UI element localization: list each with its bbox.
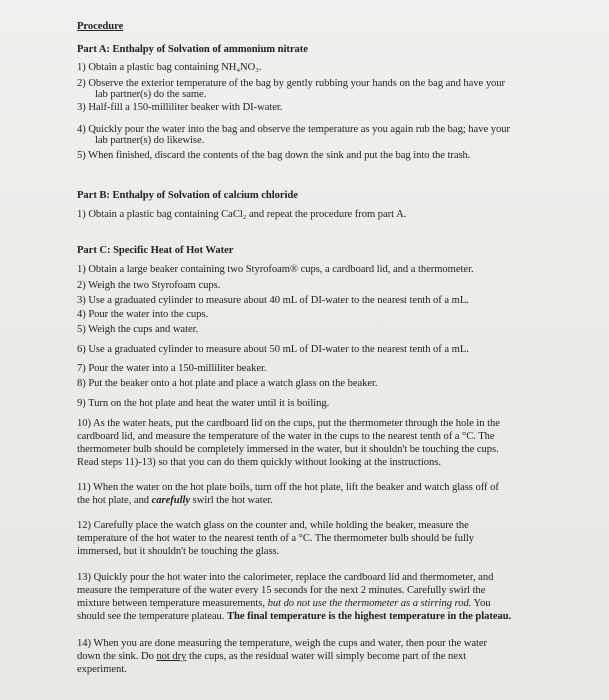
part-c-step-8: 8) Put the beaker onto a hot plate and place a watch glass on the beaker. xyxy=(77,378,378,389)
part-c-step-4: 4) Pour the water into the cups. xyxy=(77,309,209,320)
part-c-step-12: 12) Carefully place the watch glass on the counter and, while holding the beaker, measure the xyxy=(77,520,469,531)
part-a-title: Part A: Enthalpy of Solvation of ammonium nitrate xyxy=(77,44,308,55)
part-c-step-13-cont-3 xyxy=(77,611,511,623)
part-c-step-11: 11) When the water on the hot plate boils, turn off the hot plate, lift the beaker and watch glass off of xyxy=(77,482,499,493)
part-b-title: Part B: Enthalpy of Solvation of calcium chloride xyxy=(77,190,298,201)
part-a-step-1: 1) Obtain a plastic bag containing NH₄NO₃. xyxy=(77,62,262,73)
part-c-step-13-cont-1: measure the temperature of the water every 15 seconds for the next 2 minutes. Carefully swirl the xyxy=(77,585,486,596)
part-c-step-10-cont-2: thermometer bulb should be completely immersed in the water, but it shouldn't be touching the cups. xyxy=(77,444,499,455)
part-c-step-13: 13) Quickly pour the hot water into the calorimeter, replace the cardboard lid and thermometer, and xyxy=(77,572,494,583)
part-c-step-13-text-b: You xyxy=(471,598,491,609)
part-c-step-13-bold: The final temperature is the highest temperature in the plateau. xyxy=(226,611,512,622)
part-c-step-13-cont-2 xyxy=(77,598,491,610)
part-c-step-12-cont-1: temperature of the hot water to the nearest tenth of a °C. The thermometer bulb should be fully xyxy=(77,533,475,544)
part-a-step-2: 2) Observe the exterior temperature of the bag by gently rubbing your hands on the bag and have your xyxy=(77,78,506,89)
part-a-step-5: 5) When finished, discard the contents of the bag down the sink and put the bag into the trash. xyxy=(77,150,471,161)
part-c-step-13-text-a: mixture between temperature measurements, xyxy=(77,598,268,609)
part-c-step-11-text-b: swirl the hot water. xyxy=(190,495,273,506)
part-c-step-14: 14) When you are done measuring the temperature, weigh the cups and water, then pour the water xyxy=(77,638,488,649)
part-a-step-4-cont: lab partner(s) do likewise. xyxy=(95,135,205,146)
part-a-step-3: 3) Half-fill a 150-milliliter beaker with DI-water. xyxy=(77,102,283,113)
part-c-step-13-text-c: should see the temperature plateau. xyxy=(77,611,227,622)
part-c-step-14-cont-2: experiment. xyxy=(77,664,127,675)
part-c-step-11-emphasis: carefully xyxy=(151,495,191,506)
part-c-step-10-cont-1: cardboard lid, and measure the temperature of the water in the cups to the nearest tenth of a °C. The xyxy=(77,431,495,442)
part-c-step-6: 6) Use a graduated cylinder to measure about 50 mL of DI-water to the nearest tenth of a mL. xyxy=(77,344,469,355)
part-c-step-14-cont-1 xyxy=(77,651,466,663)
part-c-step-10-cont-3: Read steps 11)-13) so that you can do them quickly without looking at the instructions. xyxy=(77,457,441,468)
part-c-step-1: 1) Obtain a large beaker containing two Styrofoam® cups, a cardboard lid, and a thermometer. xyxy=(77,264,474,275)
part-c-step-11-text-a: the hot plate, and xyxy=(77,495,152,506)
part-c-step-3: 3) Use a graduated cylinder to measure about 40 mL of DI-water to the nearest tenth of a mL. xyxy=(77,295,469,306)
part-c-title: Part C: Specific Heat of Hot Water xyxy=(77,245,234,256)
part-c-step-12-cont-2: immersed, but it shouldn't be touching the glass. xyxy=(77,546,280,557)
part-c-step-11-cont xyxy=(77,495,273,507)
part-c-step-5: 5) Weigh the cups and water. xyxy=(77,324,199,335)
part-c-step-14-text-b: the cups, as the residual water will simply become part of the next xyxy=(186,651,467,662)
part-c-step-9: 9) Turn on the hot plate and heat the water until it is boiling. xyxy=(77,398,330,409)
part-c-step-14-underline: not dry xyxy=(156,651,187,662)
part-b-step-1: 1) Obtain a plastic bag containing CaCl₂ and repeat the procedure from part A. xyxy=(77,209,407,220)
part-c-step-7: 7) Pour the water into a 150-milliliter beaker. xyxy=(77,363,267,374)
part-c-step-14-text-a: down the sink. Do xyxy=(77,651,157,662)
part-c-step-10: 10) As the water heats, put the cardboard lid on the cups, put the thermometer through the hole in the xyxy=(77,418,500,429)
part-c-step-13-emphasis: but do not use the thermometer as a stirring rod. xyxy=(267,598,472,609)
procedure-title: Procedure xyxy=(77,21,124,32)
part-a-step-4: 4) Quickly pour the water into the bag and observe the temperature as you again rub the bag; have your xyxy=(77,124,510,135)
part-c-step-2: 2) Weigh the two Styrofoam cups. xyxy=(77,280,221,291)
part-a-step-2-cont: lab partner(s) do the same. xyxy=(95,89,207,100)
